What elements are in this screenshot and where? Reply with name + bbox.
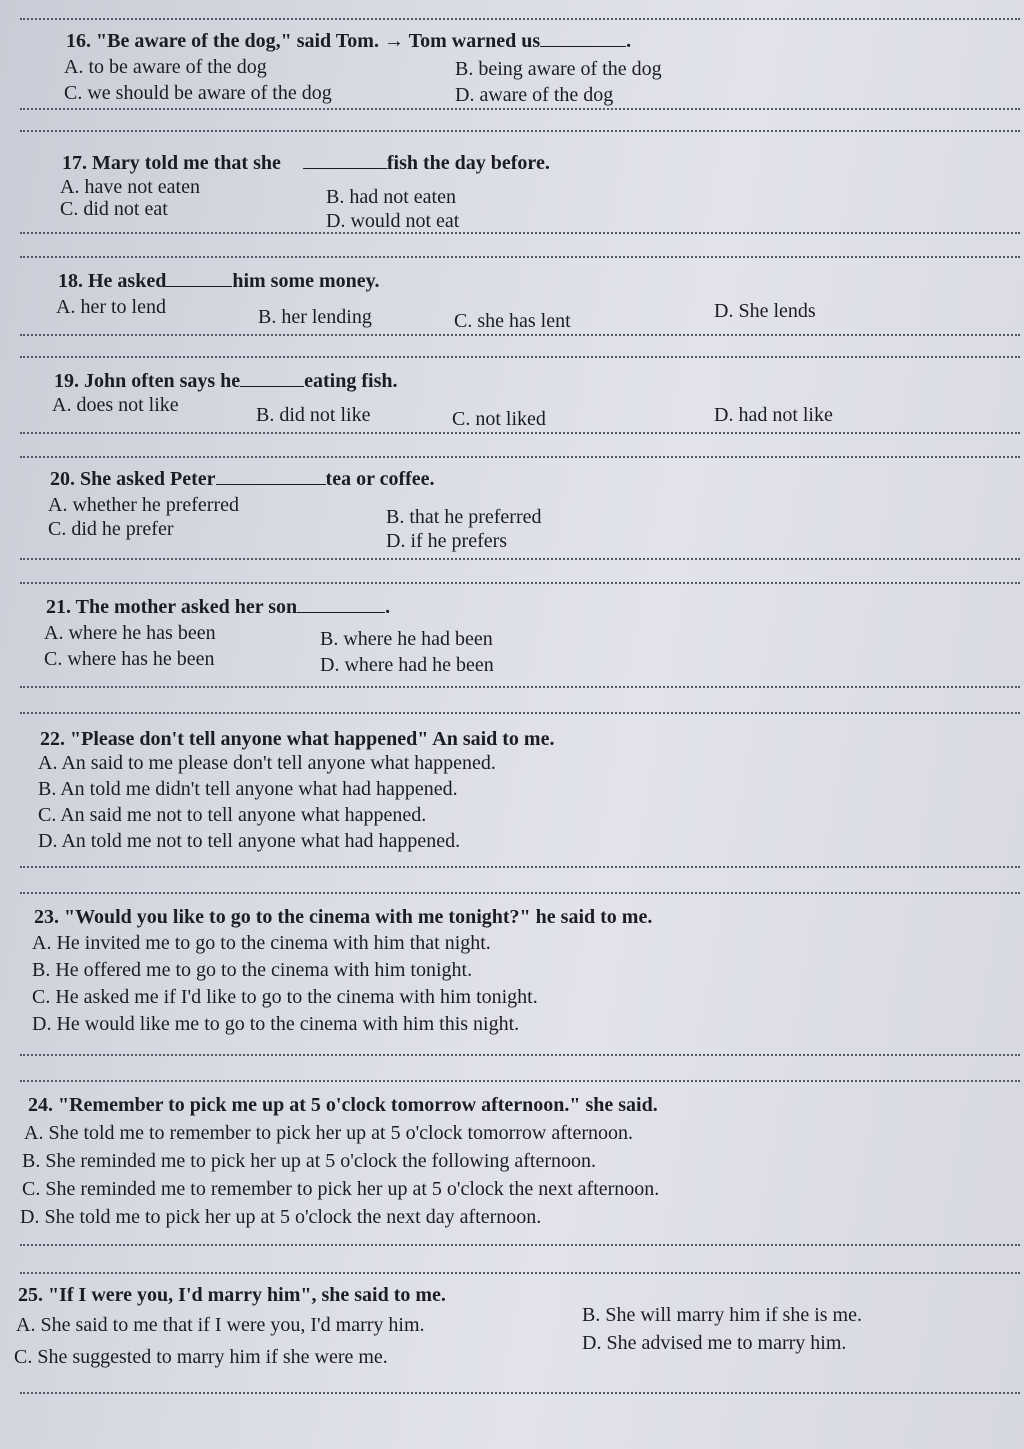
answer-blank[interactable] xyxy=(297,596,385,613)
option-c[interactable]: C. she has lent xyxy=(454,310,571,332)
answer-line xyxy=(20,334,1020,336)
option-a[interactable]: A. She told me to remember to pick her up at 5 o'clock tomorrow afternoon. xyxy=(24,1122,633,1144)
answer-line xyxy=(20,892,1020,894)
option-b[interactable]: B. had not eaten xyxy=(326,186,456,208)
stem-text: He asked xyxy=(88,270,167,292)
question-stem xyxy=(28,1092,658,1118)
option-c[interactable]: C. She reminded me to remember to pick her up at 5 o'clock the next afternoon. xyxy=(22,1178,660,1200)
option-a[interactable]: A. to be aware of the dog xyxy=(64,56,267,78)
question-stem xyxy=(18,1282,446,1308)
stem-text: "Be aware of the dog," said Tom. → Tom warned us xyxy=(96,30,541,52)
stem-text: The mother asked her son xyxy=(75,596,298,618)
question-stem xyxy=(40,726,554,752)
option-d[interactable]: D. She lends xyxy=(714,300,816,322)
answer-blank[interactable] xyxy=(216,468,326,485)
question-number: 21. xyxy=(46,596,71,618)
option-d[interactable]: D. had not like xyxy=(714,404,833,426)
option-a[interactable]: A. her to lend xyxy=(56,296,166,318)
stem-text-end: him some money. xyxy=(232,270,380,292)
option-c[interactable]: C. She suggested to marry him if she were me. xyxy=(14,1346,388,1368)
stem-text: "Remember to pick me up at 5 o'clock tomorrow afternoon." she said. xyxy=(58,1094,658,1116)
option-b[interactable]: B. He offered me to go to the cinema with him tonight. xyxy=(32,959,473,981)
option-b[interactable]: B. her lending xyxy=(258,306,372,328)
answer-line xyxy=(20,558,1020,560)
stem-text-end: . xyxy=(626,30,632,52)
stem-text: "Would you like to go to the cinema with me tonight?" he said to me. xyxy=(64,906,653,928)
stem-text: Mary told me that she xyxy=(92,152,281,174)
option-b[interactable]: B. did not like xyxy=(256,404,371,426)
option-a[interactable]: A. He invited me to go to the cinema with him that night. xyxy=(32,932,491,954)
answer-line xyxy=(20,1272,1020,1274)
option-c[interactable]: C. An said me not to tell anyone what happened. xyxy=(38,804,427,826)
option-c[interactable]: C. did not eat xyxy=(60,198,168,220)
option-d[interactable]: D. She advised me to marry him. xyxy=(582,1332,847,1354)
option-b[interactable]: B. that he preferred xyxy=(386,506,542,528)
answer-blank[interactable] xyxy=(540,30,626,47)
answer-line xyxy=(20,356,1020,358)
stem-text-end: fish the day before. xyxy=(386,152,550,174)
option-a[interactable]: A. An said to me please don't tell anyone what happened. xyxy=(38,752,496,774)
answer-line xyxy=(20,432,1020,434)
answer-blank[interactable] xyxy=(240,370,304,387)
question-stem xyxy=(34,904,652,930)
option-b[interactable]: B. She will marry him if she is me. xyxy=(582,1304,862,1326)
answer-line xyxy=(20,232,1020,234)
option-d[interactable]: D. if he prefers xyxy=(386,530,508,552)
question-number: 18. xyxy=(58,270,83,292)
option-c[interactable]: C. did he prefer xyxy=(48,518,174,540)
option-b[interactable]: B. An told me didn't tell anyone what had happened. xyxy=(38,778,458,800)
option-c[interactable]: C. where has he been xyxy=(44,648,215,670)
option-d[interactable]: D. She told me to pick her up at 5 o'clock the next day afternoon. xyxy=(20,1206,542,1228)
question-number: 19. xyxy=(54,370,79,392)
option-a[interactable]: A. whether he preferred xyxy=(48,494,240,516)
stem-text: "Please don't tell anyone what happened" An said to me. xyxy=(70,728,555,750)
question-stem xyxy=(62,150,550,176)
question-number: 24. xyxy=(28,1094,53,1116)
stem-text: John often says he xyxy=(84,370,241,392)
option-b[interactable]: B. where he had been xyxy=(320,628,493,650)
answer-line xyxy=(20,256,1020,258)
option-a[interactable]: A. She said to me that if I were you, I'd marry him. xyxy=(16,1314,425,1336)
option-d[interactable]: D. An told me not to tell anyone what had happened. xyxy=(38,830,461,852)
option-c[interactable]: C. we should be aware of the dog xyxy=(64,82,332,104)
stem-text: "If I were you, I'd marry him", she said to me. xyxy=(48,1284,446,1306)
option-b[interactable]: B. She reminded me to pick her up at 5 o'clock the following afternoon. xyxy=(22,1150,597,1172)
question-number: 17. xyxy=(62,152,87,174)
option-d[interactable]: D. He would like me to go to the cinema with him this night. xyxy=(32,1013,520,1035)
question-stem xyxy=(66,28,631,54)
answer-line xyxy=(20,1244,1020,1246)
answer-line xyxy=(20,130,1020,132)
answer-line xyxy=(20,866,1020,868)
option-d[interactable]: D. aware of the dog xyxy=(455,84,614,106)
answer-line xyxy=(20,18,1020,20)
option-a[interactable]: A. where he has been xyxy=(44,622,216,644)
option-b[interactable]: B. being aware of the dog xyxy=(455,58,662,80)
option-a[interactable]: A. have not eaten xyxy=(60,176,200,198)
option-a[interactable]: A. does not like xyxy=(52,394,179,416)
answer-blank[interactable] xyxy=(166,270,232,287)
stem-text-end: eating fish. xyxy=(304,370,398,392)
stem-text-end: tea or coffee. xyxy=(325,468,435,490)
stem-text-end: . xyxy=(385,596,391,618)
question-number: 20. xyxy=(50,468,75,490)
question-number: 22. xyxy=(40,728,65,750)
answer-line xyxy=(20,1392,1020,1394)
option-c[interactable]: C. not liked xyxy=(452,408,546,430)
option-d[interactable]: D. where had he been xyxy=(320,654,494,676)
question-stem xyxy=(54,368,397,394)
question-stem xyxy=(50,466,435,492)
answer-line xyxy=(20,108,1020,110)
question-stem xyxy=(46,594,390,620)
answer-line xyxy=(20,582,1020,584)
question-number: 16. xyxy=(66,30,91,52)
answer-line xyxy=(20,712,1020,714)
stem-text: She asked Peter xyxy=(80,468,216,490)
answer-line xyxy=(20,456,1020,458)
question-number: 23. xyxy=(34,906,59,928)
question-stem xyxy=(58,268,380,294)
answer-blank[interactable] xyxy=(303,152,387,169)
option-d[interactable]: D. would not eat xyxy=(326,210,460,232)
answer-line xyxy=(20,1054,1020,1056)
answer-line xyxy=(20,686,1020,688)
option-c[interactable]: C. He asked me if I'd like to go to the cinema with him tonight. xyxy=(32,986,538,1008)
question-number: 25. xyxy=(18,1284,43,1306)
answer-line xyxy=(20,1080,1020,1082)
